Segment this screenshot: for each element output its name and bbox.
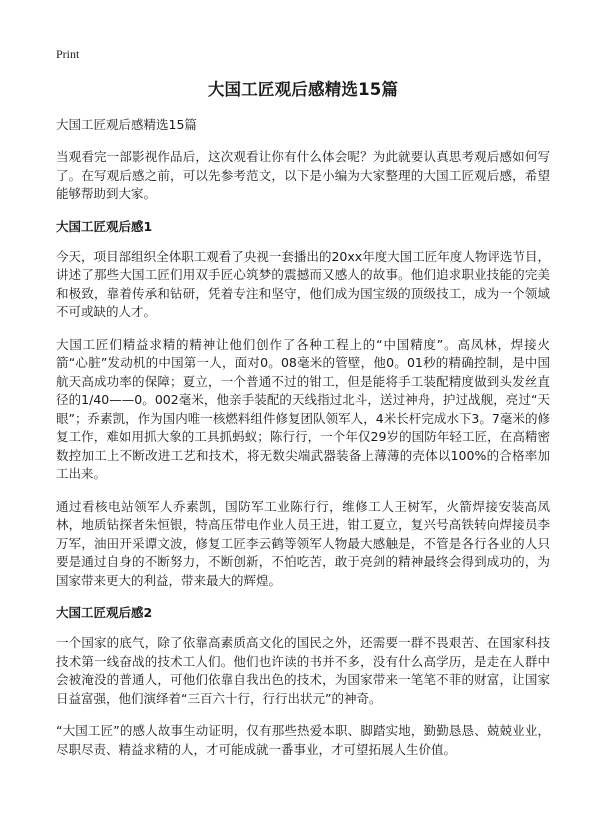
document-subtitle: 大国工匠观后感精选15篇 bbox=[56, 117, 197, 132]
document-body bbox=[56, 80, 550, 773]
section-2-paragraph-1: 一个国家的底气，除了依靠高素质高文化的国民之外，还需要一群不畏艰苦、在国家科技技术第一线奋战的技术工人们。他们也许读的书并不多，没有什么高学历，是走在人群中会被淹没的普通人，可他们依靠自我出色的技术，为国家带来一笔笔不菲的财富，让国家日益富强，他们演绎着“三百六十行，行行出状元”的神奇。 bbox=[56, 635, 550, 706]
section-heading-1: 大国工匠观后感1 bbox=[56, 218, 153, 234]
section-heading-2: 大国工匠观后感2 bbox=[56, 605, 153, 620]
section-1-paragraph-3: 通过看核电站领军人乔素凯，国防军工业陈行行，维修工人王树军，火箭焊接安装高凤林，地质钻探者朱恒银，特高压带电作业人员王进，钳工夏立，复兴号高铁转向焊接员李万军，油田开采谭文波，修复工匠李云鹤等领军人物最大感触是，不管是各行各业的人只要是通过自身的不断努力，不断创新，不怕吃苦，敢于亮剑的精神最终会得到成功的，为国家带来更大的利益，带来最大的辉煌。 bbox=[56, 498, 550, 588]
intro-paragraph: 当观看完一部影视作品后，这次观看让你有什么体会呢？为此就要认真思考观后感如何写了。在写观后感之前，可以先参考范文，以下是小编为大家整理的大国工匠观后感，希望能够帮助到大家。 bbox=[56, 149, 550, 201]
section-2-paragraph-2: “大国工匠”的感人故事生动证明，仅有那些热爱本职、脚踏实地，勤勤恳恳、兢兢业业，尽职尽责、精益求精的人，才可能成就一番事业，才可望拓展人生价值。 bbox=[56, 723, 550, 757]
print-link[interactable]: Print bbox=[56, 47, 80, 61]
page-title: 大国工匠观后感精选15篇 bbox=[207, 80, 399, 99]
section-1-paragraph-1: 今天，项目部组织全体职工观看了央视一套播出的20xx年度大国工匠年度人物评选节目，讲述了那些大国工匠们用双手匠心筑梦的震撼而又感人的故事。他们追求职业技能的完美和极致，靠着传承和钻研，凭着专注和坚守，他们成为国宝级的顶级技工，成为一个领域不可或缺的人才。 bbox=[56, 248, 550, 319]
section-1-paragraph-2: 大国工匠们精益求精的精神让他们创作了各种工程上的“中国精度”。高凤林，焊接火箭“心脏”发动机的中国第一人，面对0。08毫米的管壁，他0。01秒的精确控制，是中国航天高成功率的保障；夏立，一个普通不过的钳工，但是能将手工装配精度做到头发丝直径的1/40——0。002毫米，他亲手装配的天线指过北斗，送过神舟，护过战舰，亮过“天眼”；乔素凯，作为国内唯一核燃料组件修复团队领军人，4米长杆完成水下3。7毫米的修复工作，难如用抓大象的工具抓蚂蚁；陈行行，一个年仅29岁的国防年轻工匠，在高精密数控加工上不断改进工艺和技术，将无数尖端武器装备上薄薄的壳体以100%的合格率加工出来。 bbox=[56, 336, 550, 481]
